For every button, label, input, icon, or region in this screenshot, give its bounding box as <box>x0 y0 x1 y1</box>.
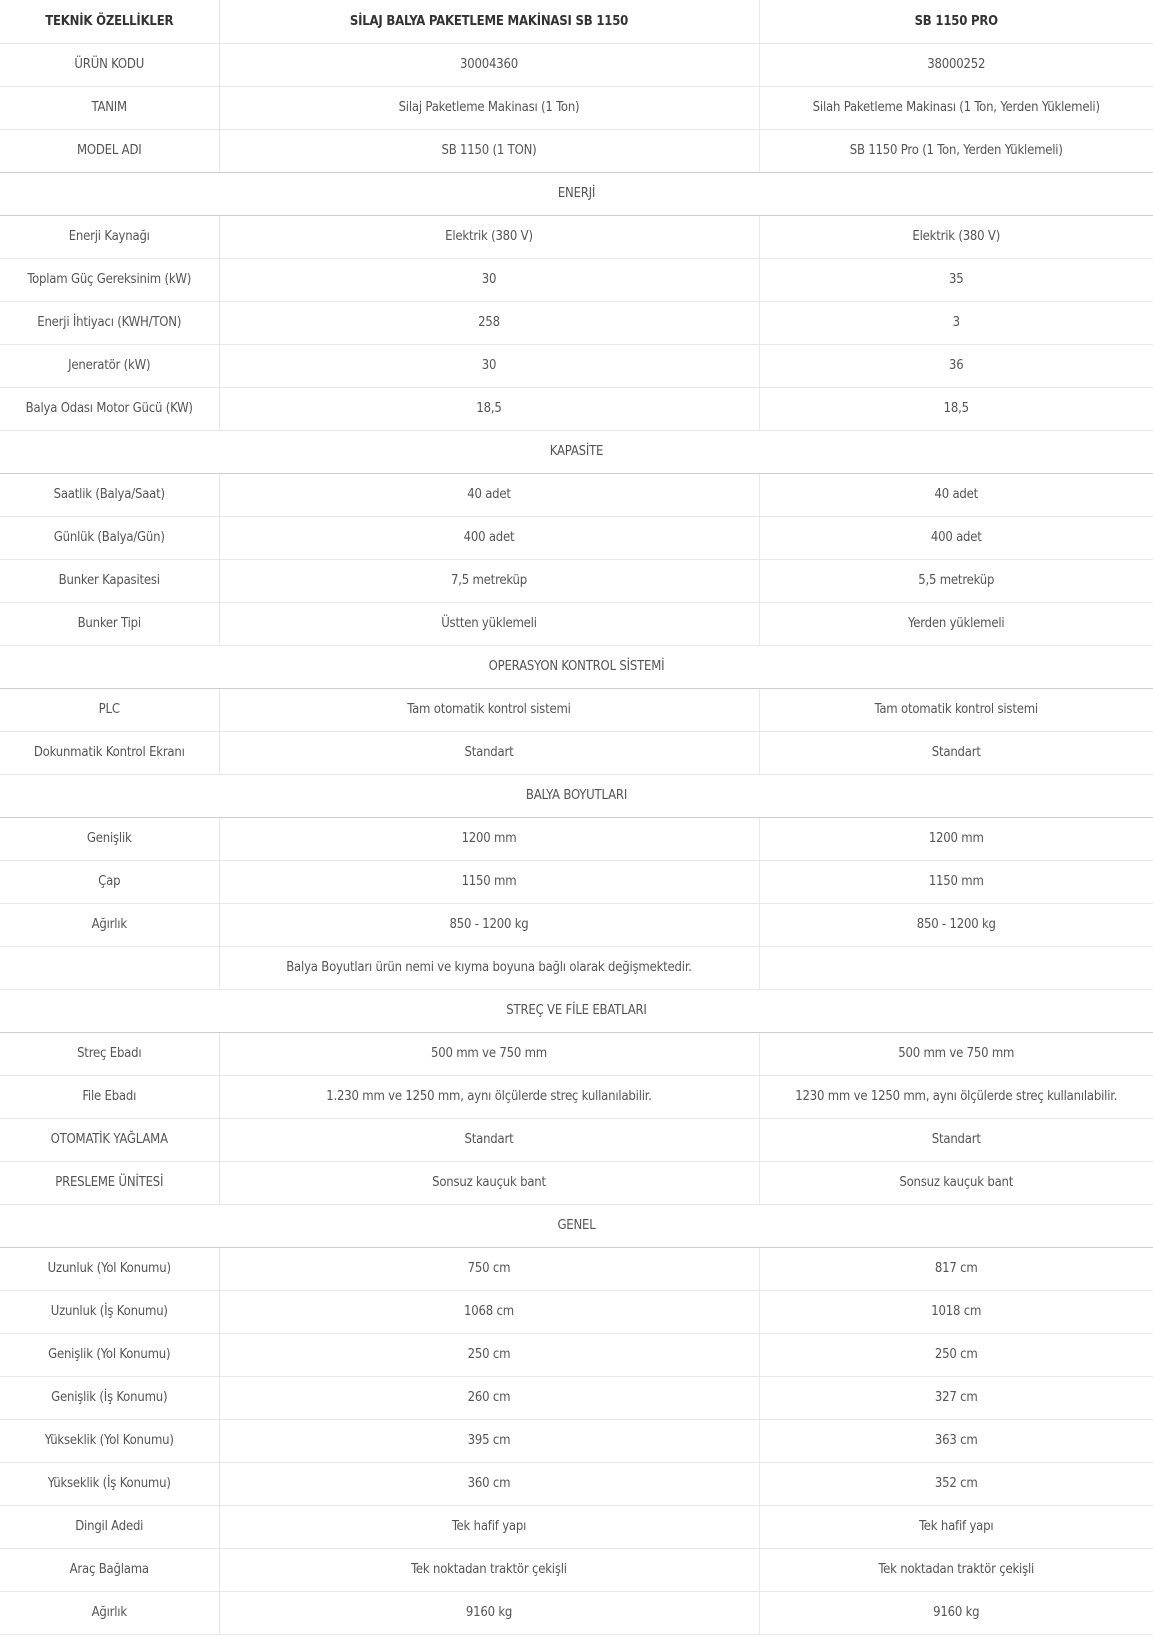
row-label: Çap <box>0 860 219 903</box>
table-row <box>0 473 1153 516</box>
table-row <box>0 946 1153 989</box>
row-label: Dingil Adedi <box>0 1505 219 1548</box>
row-value-sb1150: 30 <box>219 258 759 301</box>
header-row <box>0 0 1153 43</box>
row-value-sb1150-pro: 36 <box>759 344 1153 387</box>
table-row <box>0 86 1153 129</box>
table-row <box>0 129 1153 172</box>
row-value-sb1150: 1.230 mm ve 1250 mm, aynı ölçülerde streç kullanılabilir. <box>219 1075 759 1118</box>
spec-table-head <box>0 0 1153 43</box>
table-row <box>0 559 1153 602</box>
row-label: Genişlik (Yol Konumu) <box>0 1333 219 1376</box>
section-title: KAPASİTE <box>0 430 1153 473</box>
table-row <box>0 1118 1153 1161</box>
row-value-sb1150-pro: 40 adet <box>759 473 1153 516</box>
row-value-sb1150-pro: 817 cm <box>759 1247 1153 1290</box>
row-value-sb1150: 850 - 1200 kg <box>219 903 759 946</box>
row-value-sb1150: Silaj Paketleme Makinası (1 Ton) <box>219 86 759 129</box>
row-value-sb1150-pro: Tek noktadan traktör çekişli <box>759 1548 1153 1591</box>
row-value-sb1150-pro: Yerden yüklemeli <box>759 602 1153 645</box>
row-value-sb1150-pro: 363 cm <box>759 1419 1153 1462</box>
section-header-row <box>0 645 1153 688</box>
row-value-sb1150: Standart <box>219 731 759 774</box>
row-label: PLC <box>0 688 219 731</box>
row-label: Günlük (Balya/Gün) <box>0 516 219 559</box>
header-sb1150: SİLAJ BALYA PAKETLEME MAKİNASI SB 1150 <box>219 0 759 43</box>
row-value-sb1150: 260 cm <box>219 1376 759 1419</box>
row-value-sb1150: 395 cm <box>219 1419 759 1462</box>
row-value-sb1150: 7,5 metreküp <box>219 559 759 602</box>
section-title: ENERJİ <box>0 172 1153 215</box>
header-teknik-ozellikler: TEKNİK ÖZELLİKLER <box>0 0 219 43</box>
row-value-sb1150: Standart <box>219 1118 759 1161</box>
row-value-sb1150-pro: 5,5 metreküp <box>759 559 1153 602</box>
row-value-sb1150: Tek noktadan traktör çekişli <box>219 1548 759 1591</box>
row-label: TANIM <box>0 86 219 129</box>
row-value-sb1150: 1068 cm <box>219 1290 759 1333</box>
row-value-sb1150: 1200 mm <box>219 817 759 860</box>
row-value-sb1150-pro <box>759 946 1153 989</box>
table-row <box>0 516 1153 559</box>
row-label: Yükseklik (Yol Konumu) <box>0 1419 219 1462</box>
row-label <box>0 946 219 989</box>
row-label: ÜRÜN KODU <box>0 43 219 86</box>
table-row <box>0 1333 1153 1376</box>
section-header-row <box>0 430 1153 473</box>
row-label: Uzunluk (Yol Konumu) <box>0 1247 219 1290</box>
section-title: STREÇ VE FİLE EBATLARI <box>0 989 1153 1032</box>
row-value-sb1150: 1150 mm <box>219 860 759 903</box>
row-value-sb1150-pro: Silah Paketleme Makinası (1 Ton, Yerden Yüklemeli) <box>759 86 1153 129</box>
table-row <box>0 731 1153 774</box>
row-value-sb1150: 750 cm <box>219 1247 759 1290</box>
row-value-sb1150-pro: 400 adet <box>759 516 1153 559</box>
row-label: Enerji İhtiyacı (KWH/TON) <box>0 301 219 344</box>
row-value-sb1150-pro: 500 mm ve 750 mm <box>759 1032 1153 1075</box>
row-value-sb1150: Tek hafif yapı <box>219 1505 759 1548</box>
table-row <box>0 258 1153 301</box>
row-label: MODEL ADI <box>0 129 219 172</box>
row-value-sb1150: 40 adet <box>219 473 759 516</box>
row-value-sb1150: 30 <box>219 344 759 387</box>
row-value-sb1150: Sonsuz kauçuk bant <box>219 1161 759 1204</box>
row-label: File Ebadı <box>0 1075 219 1118</box>
row-label: Yükseklik (İş Konumu) <box>0 1462 219 1505</box>
row-label: Ağırlık <box>0 903 219 946</box>
row-value-sb1150-pro: 250 cm <box>759 1333 1153 1376</box>
table-row <box>0 1376 1153 1419</box>
table-row <box>0 1419 1153 1462</box>
section-header-row <box>0 989 1153 1032</box>
table-row <box>0 1505 1153 1548</box>
row-label: Genişlik (İş Konumu) <box>0 1376 219 1419</box>
section-header-row <box>0 172 1153 215</box>
section-title: GENEL <box>0 1204 1153 1247</box>
row-value-sb1150: Üstten yüklemeli <box>219 602 759 645</box>
row-label: Dokunmatik Kontrol Ekranı <box>0 731 219 774</box>
row-value-sb1150-pro: Elektrik (380 V) <box>759 215 1153 258</box>
row-value-sb1150-pro: 3 <box>759 301 1153 344</box>
table-row <box>0 688 1153 731</box>
row-value-sb1150-pro: 327 cm <box>759 1376 1153 1419</box>
row-label: OTOMATİK YAĞLAMA <box>0 1118 219 1161</box>
table-row <box>0 215 1153 258</box>
row-value-sb1150: 400 adet <box>219 516 759 559</box>
row-label: PRESLEME ÜNİTESİ <box>0 1161 219 1204</box>
table-row <box>0 1591 1153 1634</box>
table-row <box>0 43 1153 86</box>
row-label: Toplam Güç Gereksinim (kW) <box>0 258 219 301</box>
row-value-sb1150-pro: 850 - 1200 kg <box>759 903 1153 946</box>
row-value-sb1150: 9160 kg <box>219 1591 759 1634</box>
spec-table-body <box>0 43 1153 1634</box>
row-label: Bunker Kapasitesi <box>0 559 219 602</box>
row-value-sb1150-pro: Standart <box>759 1118 1153 1161</box>
row-value-sb1150: 500 mm ve 750 mm <box>219 1032 759 1075</box>
row-label: Streç Ebadı <box>0 1032 219 1075</box>
row-value-sb1150-pro: SB 1150 Pro (1 Ton, Yerden Yüklemeli) <box>759 129 1153 172</box>
row-label: Araç Bağlama <box>0 1548 219 1591</box>
row-value-sb1150: 258 <box>219 301 759 344</box>
row-value-sb1150: Tam otomatik kontrol sistemi <box>219 688 759 731</box>
row-value-sb1150-pro: Sonsuz kauçuk bant <box>759 1161 1153 1204</box>
row-value-sb1150: 250 cm <box>219 1333 759 1376</box>
table-row <box>0 1075 1153 1118</box>
table-row <box>0 387 1153 430</box>
row-label: Ağırlık <box>0 1591 219 1634</box>
table-row <box>0 602 1153 645</box>
row-value-sb1150-pro: 9160 kg <box>759 1591 1153 1634</box>
row-label: Saatlik (Balya/Saat) <box>0 473 219 516</box>
table-row <box>0 1247 1153 1290</box>
section-header-row <box>0 774 1153 817</box>
row-label: Genişlik <box>0 817 219 860</box>
row-value-sb1150-pro: 1200 mm <box>759 817 1153 860</box>
row-value-sb1150-pro: Standart <box>759 731 1153 774</box>
row-value-sb1150: SB 1150 (1 TON) <box>219 129 759 172</box>
row-value-sb1150-pro: 1230 mm ve 1250 mm, aynı ölçülerde streç kullanılabilir. <box>759 1075 1153 1118</box>
table-row <box>0 903 1153 946</box>
section-header-row <box>0 1204 1153 1247</box>
row-label: Balya Odası Motor Gücü (KW) <box>0 387 219 430</box>
row-value-sb1150-pro: 38000252 <box>759 43 1153 86</box>
row-label: Enerji Kaynağı <box>0 215 219 258</box>
table-row <box>0 1462 1153 1505</box>
row-value-sb1150: Elektrik (380 V) <box>219 215 759 258</box>
section-title: OPERASYON KONTROL SİSTEMİ <box>0 645 1153 688</box>
row-value-sb1150-pro: 1018 cm <box>759 1290 1153 1333</box>
table-row <box>0 1548 1153 1591</box>
row-value-sb1150-pro: Tek hafif yapı <box>759 1505 1153 1548</box>
row-label: Uzunluk (İş Konumu) <box>0 1290 219 1333</box>
table-row <box>0 1290 1153 1333</box>
row-value-sb1150: Balya Boyutları ürün nemi ve kıyma boyuna bağlı olarak değişmektedir. <box>219 946 759 989</box>
table-row <box>0 344 1153 387</box>
row-value-sb1150-pro: 18,5 <box>759 387 1153 430</box>
table-row <box>0 301 1153 344</box>
row-label: Bunker Tipi <box>0 602 219 645</box>
row-label: Jeneratör (kW) <box>0 344 219 387</box>
table-row <box>0 860 1153 903</box>
row-value-sb1150-pro: Tam otomatik kontrol sistemi <box>759 688 1153 731</box>
row-value-sb1150-pro: 1150 mm <box>759 860 1153 903</box>
row-value-sb1150: 360 cm <box>219 1462 759 1505</box>
table-row <box>0 1032 1153 1075</box>
section-title: BALYA BOYUTLARI <box>0 774 1153 817</box>
header-sb1150-pro: SB 1150 PRO <box>759 0 1153 43</box>
row-value-sb1150-pro: 352 cm <box>759 1462 1153 1505</box>
row-value-sb1150-pro: 35 <box>759 258 1153 301</box>
table-row <box>0 1161 1153 1204</box>
table-row <box>0 817 1153 860</box>
row-value-sb1150: 18,5 <box>219 387 759 430</box>
row-value-sb1150: 30004360 <box>219 43 759 86</box>
